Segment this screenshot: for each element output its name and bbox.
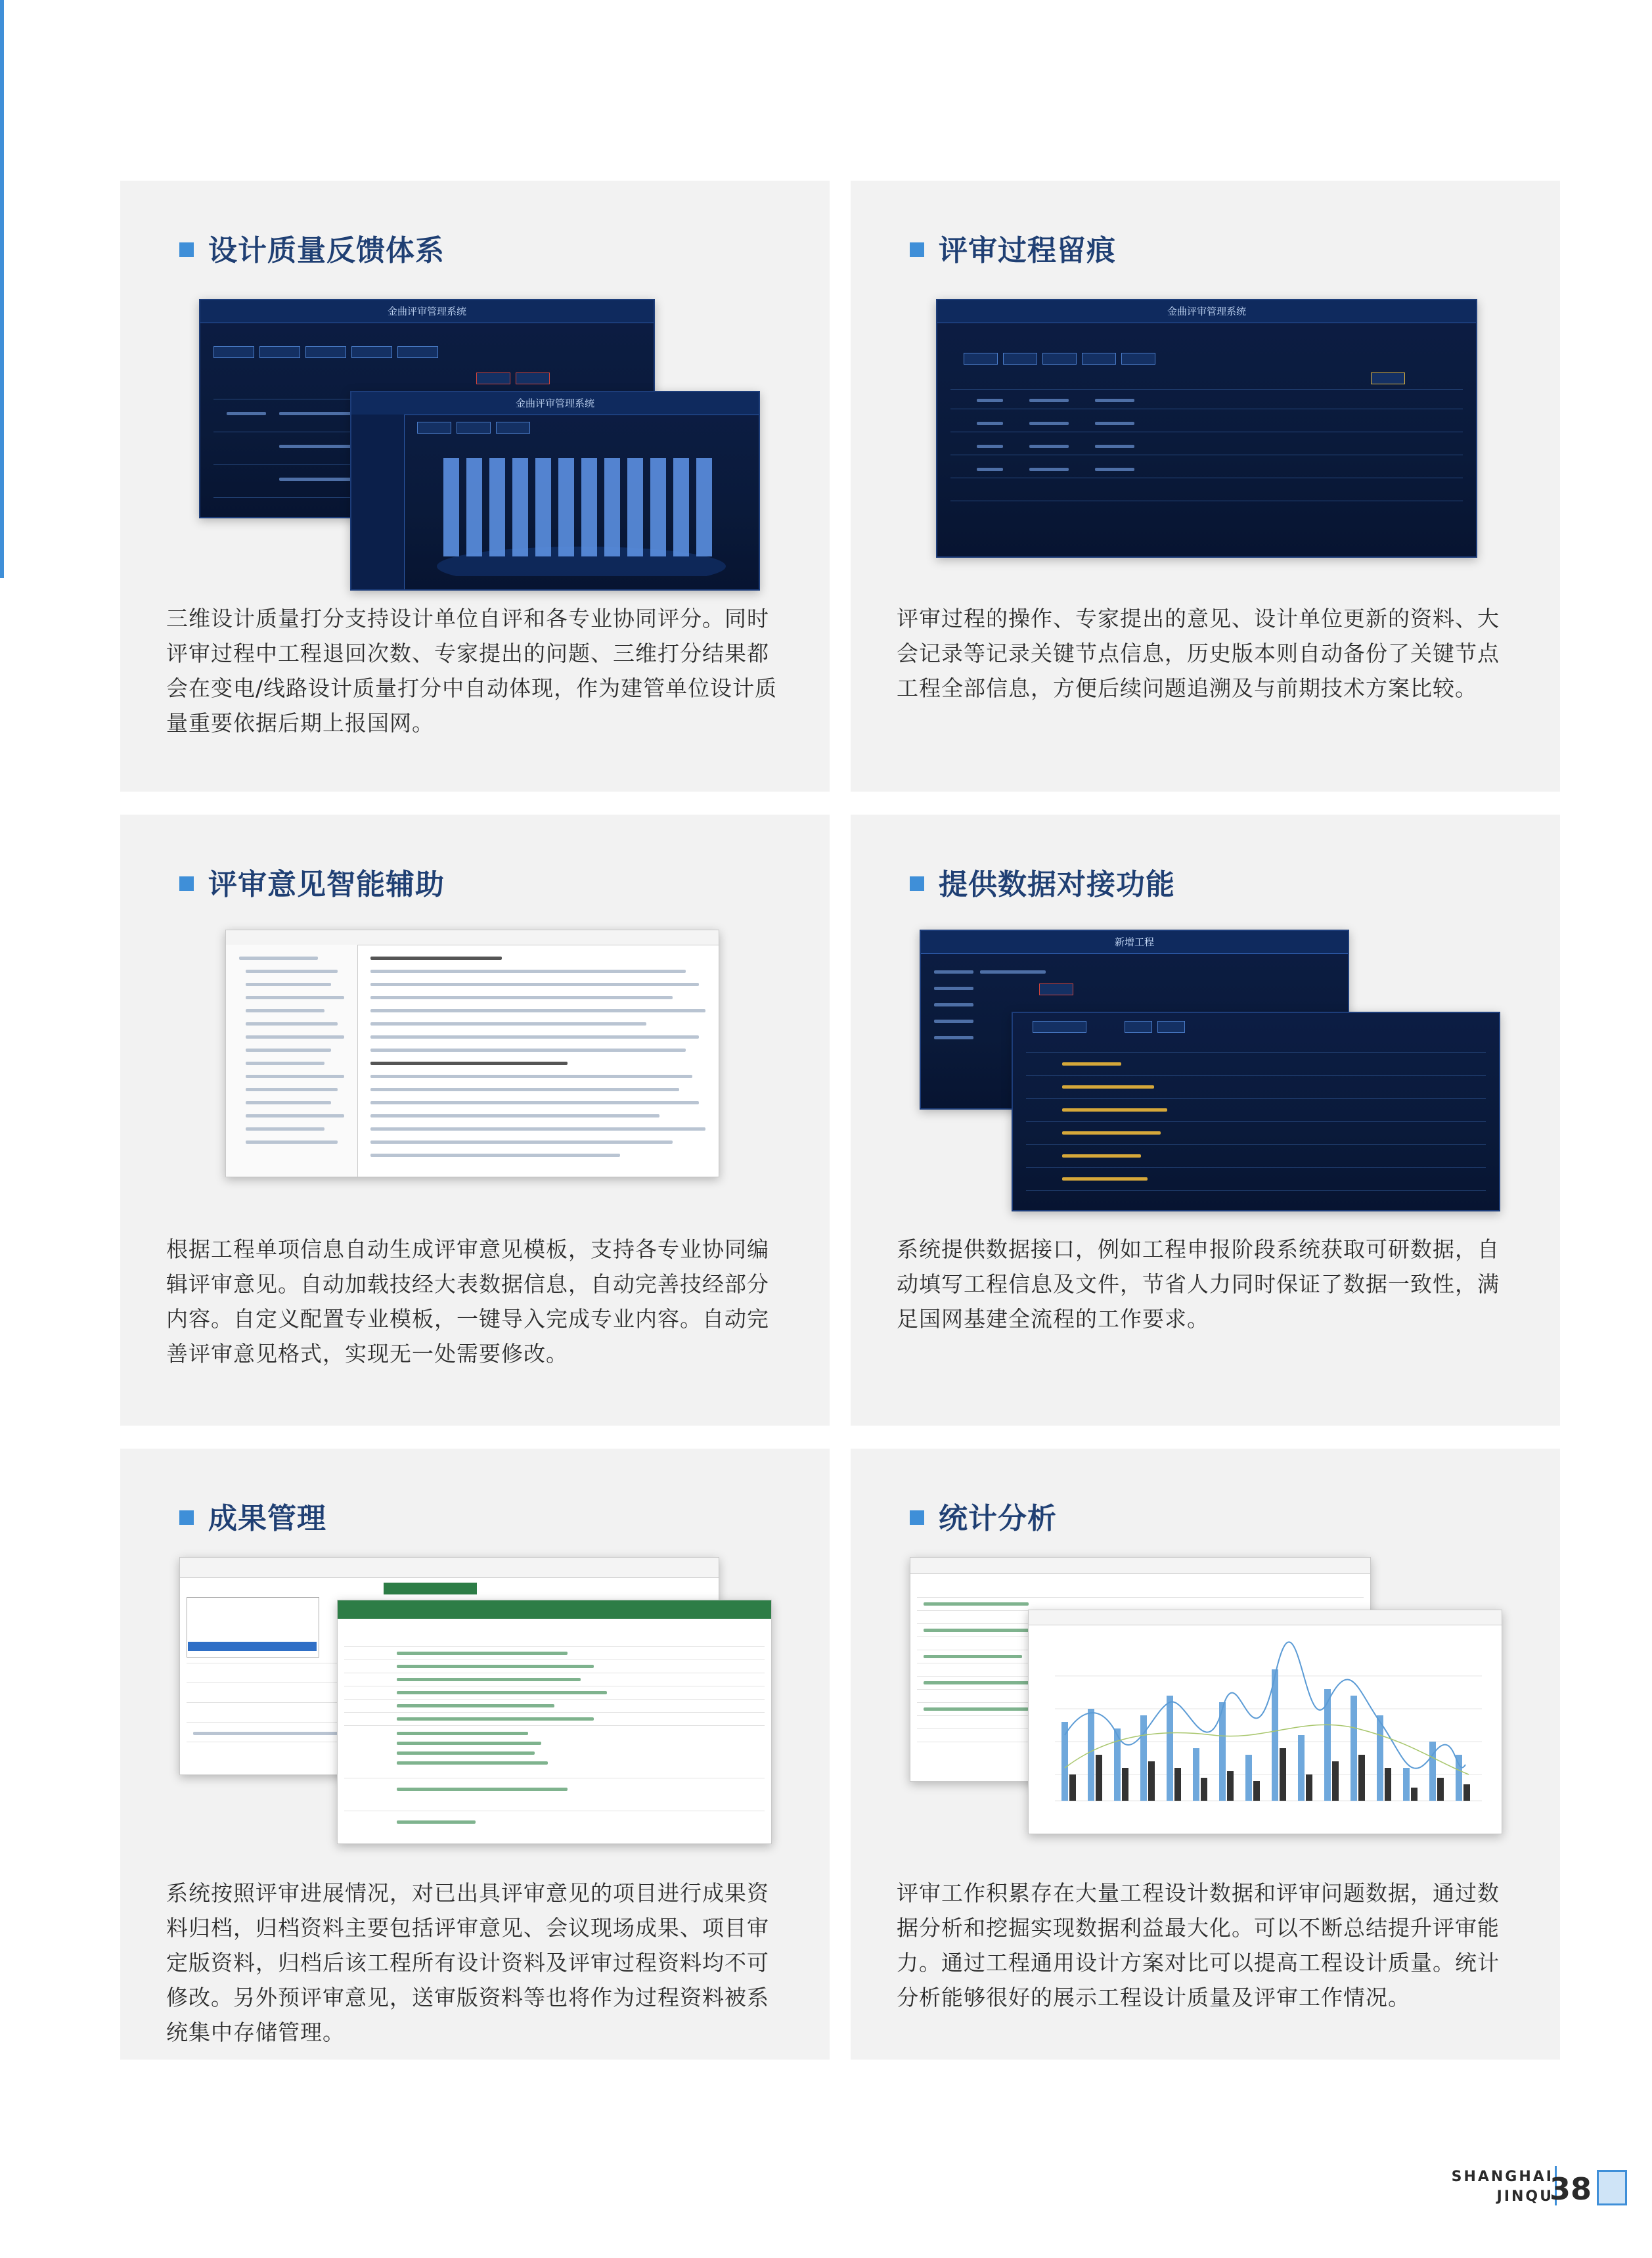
- section-title: 评审过程留痕: [910, 227, 1116, 269]
- footer-brand: [1452, 2167, 1553, 2207]
- card-results-management: [120, 1449, 830, 2060]
- footer-line2: JINQU: [1496, 2188, 1553, 2205]
- page-number: 38: [1549, 2171, 1592, 2207]
- section-body: 三维设计质量打分支持设计单位自评和各专业协同评分。同时评审过程中工程退回次数、专家提出的问题、三维打分结果都会在变电/线路设计质量打分中自动体现，作为建管单位设计质量重要依据后期上报国网。: [166, 606, 778, 736]
- title-square-icon: [179, 1510, 194, 1525]
- section-body: 系统提供数据接口，例如工程申报阶段系统获取可研数据，自动填写工程信息及文件，节省人力同时保证了数据一致性，满足国网基建全流程的工作要求。: [897, 1236, 1500, 1332]
- title-square-icon: [910, 1510, 924, 1525]
- screenshot-stats-chart: [1028, 1610, 1502, 1834]
- section-body: 系统按照评审进展情况，对已出具评审意见的项目进行成果资料归档，归档资料主要包括评审意见、会议现场成果、项目审定版资料，归档后该工程所有设计资料及评审过程资料均不可修改。另外预评审意见，送审版资料等也将作为过程资料被系统集中存储管理。: [166, 1880, 769, 2045]
- left-edge-accent: [0, 0, 4, 578]
- section-body: 评审工作积累存在大量工程设计数据和评审问题数据，通过数据分析和挖掘实现数据利益最大化。可以不断总结提升评审能力。通过工程通用设计方案对比可以提高工程设计质量。统计分析能够很好的展示工程设计质量及评审工作情况。: [897, 1880, 1500, 2010]
- combo-chart-graphic: [1042, 1637, 1488, 1820]
- title-square-icon: [179, 876, 194, 891]
- screenshot-opinion-editor: [225, 930, 719, 1177]
- screenshot-title: 金曲评审管理系统: [387, 305, 466, 317]
- card-review-trace: [851, 181, 1560, 792]
- screenshot-score-chart: [350, 391, 760, 591]
- screenshot-title: 金曲评审管理系统: [1167, 305, 1246, 317]
- card-statistics: [851, 1449, 1560, 2060]
- card-design-quality: [120, 181, 830, 792]
- bar-chart-graphic: [417, 445, 746, 576]
- screenshot-title: 新增工程: [1114, 936, 1154, 948]
- screenshot-review-history: [936, 299, 1477, 558]
- section-title: 评审意见智能辅助: [179, 861, 445, 903]
- section-title: 提供数据对接功能: [910, 861, 1175, 903]
- section-body: 根据工程单项信息自动生成评审意见模板，支持各专业协同编辑评审意见。自动加载技经大表数据信息，自动完善技经部分内容。自定义配置专业模板，一键导入完成专业内容。自动完善评审意见格式，实现无一处需要修改。: [166, 1236, 769, 1366]
- section-title: 设计质量反馈体系: [179, 227, 445, 269]
- section-title: 成果管理: [179, 1495, 326, 1537]
- footer-line1: SHANGHAI: [1451, 2169, 1553, 2185]
- title-square-icon: [910, 242, 924, 257]
- screenshot-title: 金曲评审管理系统: [515, 397, 594, 409]
- screenshot-project-table: [1012, 1012, 1500, 1211]
- section-title: 统计分析: [910, 1495, 1057, 1537]
- footer-square-icon: [1597, 2170, 1627, 2205]
- card-data-interface: [851, 815, 1560, 1426]
- screenshot-archive-files: [337, 1600, 772, 1844]
- title-square-icon: [910, 876, 924, 891]
- card-smart-opinion: [120, 815, 830, 1426]
- section-body: 评审过程的操作、专家提出的意见、设计单位更新的资料、大会记录等记录关键节点信息，历史版本则自动备份了关键节点工程全部信息，方便后续问题追溯及与前期技术方案比较。: [897, 606, 1500, 701]
- title-square-icon: [179, 242, 194, 257]
